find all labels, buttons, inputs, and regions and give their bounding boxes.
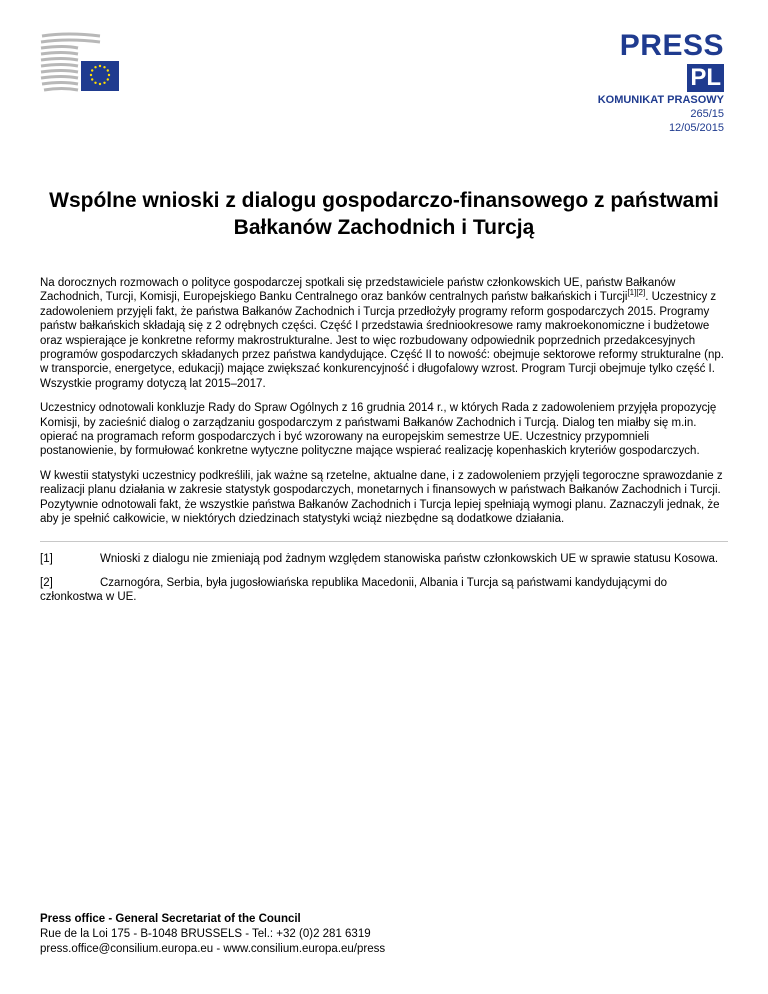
footnote-2-number[interactable]: [2] bbox=[40, 576, 53, 589]
paragraph-2: Uczestnicy odnotowali konkluzje Rady do Spraw Ogólnych z 16 grudnia 2014 r., w których Rada z zadowoleniem przyjęła propozycję Komisji, by zacieśnić dialog o zarządzaniu gospodarczym z państwami Bałkanów Zachodnich i Turcją. Dialog ten miałby się m.in. opierać na programach reform gospodarczych i być wzorowany na europejskim semestrze UE. Uczestnicy przypomnieli postanowienie, by formułować konkretne wytyczne polityczne mające wspierać realizację kopenhaskich kryteriów gospodarczych. bbox=[40, 402, 717, 458]
press-header bbox=[598, 30, 724, 135]
page-footer bbox=[40, 912, 385, 957]
press-release-number: 265/15 bbox=[690, 108, 724, 120]
footnote-references[interactable]: [1][2] bbox=[627, 288, 646, 298]
footnote-2 bbox=[40, 576, 728, 605]
press-label: PRESS bbox=[619, 29, 724, 62]
paragraph-1-start: Na dorocznych rozmowach o polityce gospodarczej spotkali się przedstawiciele państw członkowskich UE, państw Bałkanów Zachodnich, Turcji, Komisji, Europejskiego Banku Centralnego oraz banków centralnych państw bałkańskich i Turcji bbox=[40, 277, 676, 304]
press-release-date: 12/05/2015 bbox=[668, 122, 724, 134]
document-type: KOMUNIKAT PRASOWY bbox=[597, 94, 724, 106]
council-of-eu-logo-icon bbox=[40, 32, 120, 94]
article-body bbox=[40, 276, 728, 615]
paragraph-3: W kwestii statystyki uczestnicy podkreślili, jak ważne są rzetelne, aktualne dane, i z zadowoleniem przyjęli tegoroczne sprawozdanie z realizacji planu działania w zakresie statystyk gospodarczych, monetarnych i finansowych w państwach Bałkanów Zachodnich i Turcji. Pozytywnie odnotowali fakt, że wszystkie państwa Bałkanów Zachodnich i Turcja lepiej spełniają wymogi planu. Zaznaczyli jednak, że aby je spełnić całkowicie, w niektórych dziedzinach statystyki wciąż niezbędne są dodatkowe działania. bbox=[40, 469, 723, 526]
footer-address: Rue de la Loi 175 - B-1048 BRUSSELS - Tel.: +32 (0)2 281 6319 bbox=[40, 928, 371, 940]
footer-contact: press.office@consilium.europa.eu - www.consilium.europa.eu/press bbox=[40, 943, 386, 955]
language-badge: PL bbox=[687, 64, 724, 92]
footnote-1 bbox=[40, 552, 728, 566]
paragraph-1 bbox=[40, 276, 728, 391]
footnote-1-number[interactable]: [1] bbox=[40, 552, 53, 565]
paragraph-1-rest: . Uczestnicy z zadowoleniem przyjęli fakt, że państwa Bałkanów Zachodnich i Turcja przedłożyły programy reform gospodarczych 2015. Programy państw bałkańskich składają się z 2 odrębnych części. Część I przedstawia średniookresowe ramy makroekonomiczne i budżetowe oraz wspierające je konkretne reformy makrostrukturalne. Jest to więc rozbudowany odpowiednik poprzednich przedakcesyjnych programów gospodarczych składanych przez państwa kandydujące. Część II to nowość: obejmuje sektorowe reformy strukturalne (np. w transporcie, energetyce, edukacji) mające zwiększać konkurencyjność i długofalowy wzrost. Program Turcji obejmuje tylko część I. Wszystkie programy dotyczą lat 2015–2017. bbox=[40, 291, 724, 390]
page-title: Wspólne wnioski z dialogu gospodarczo-finansowego z państwami Bałkanów Zachodnich i Turcją bbox=[49, 189, 719, 239]
footnote-divider bbox=[40, 541, 728, 542]
footnote-2-text: Czarnogóra, Serbia, była jugosłowiańska republika Macedonii, Albania i Turcja są państwami kandydującymi do członkostwa w UE. bbox=[40, 576, 667, 604]
footnote-1-text: Wnioski z dialogu nie zmieniają pod żadnym względem stanowiska państw członkowskich UE w sprawie statusu Kosowa. bbox=[100, 552, 719, 565]
footer-office: Press office - General Secretariat of the Council bbox=[40, 913, 301, 925]
